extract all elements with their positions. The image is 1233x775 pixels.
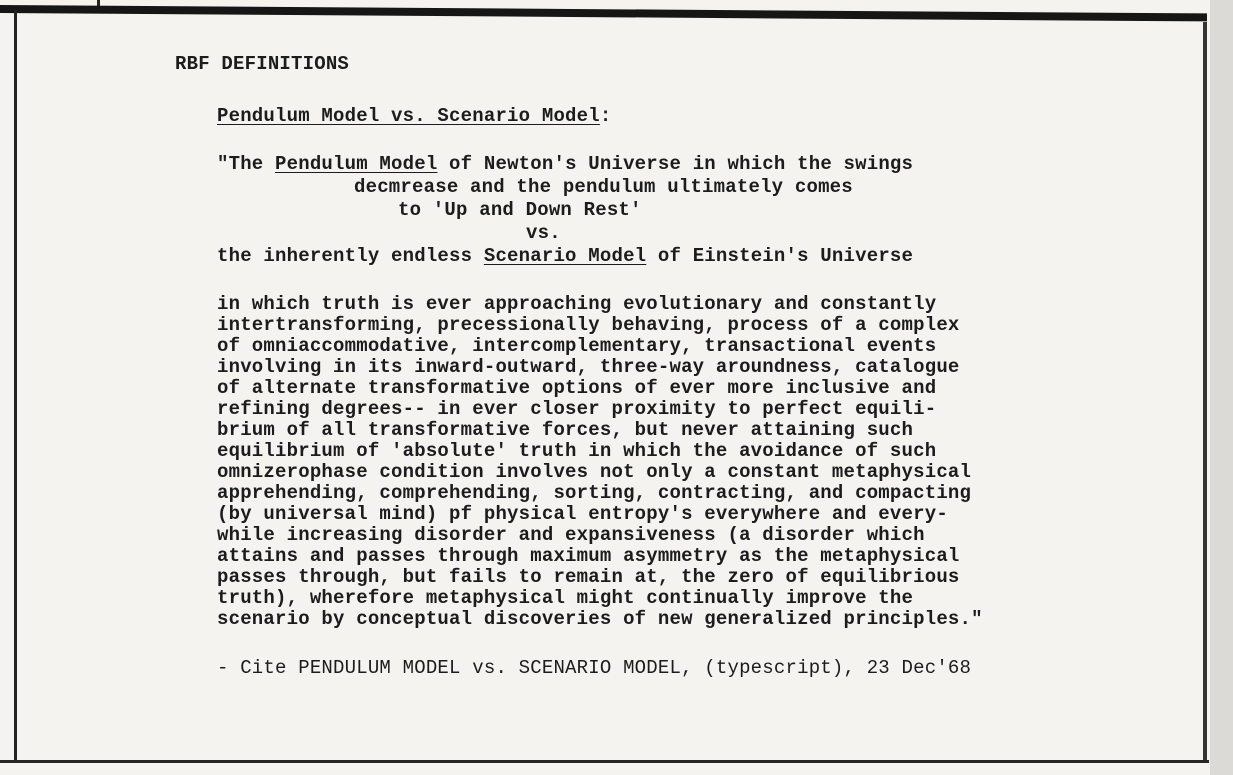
body-line: apprehending, comprehending, sorting, contracting, and compacting [217, 482, 972, 504]
quote-line-5 [217, 246, 913, 266]
body-line: omnizerophase condition involves not only a constant metaphysical [217, 461, 972, 483]
body-line: in which truth is ever approaching evolutionary and constantly [217, 293, 937, 315]
body-line: of alternate transformative options of ever more inclusive and [217, 377, 937, 399]
quote-line-1-post: of Newton's Universe in which the swings [437, 153, 914, 175]
card-border-top [0, 5, 1207, 21]
quote-versus: vs. [526, 222, 561, 244]
body-line: intertransforming, precessionally behaving, process of a complex [217, 314, 960, 336]
body-line: involving in its inward-outward, three-way aroundness, catalogue [217, 356, 960, 378]
quote-line-5-pre: the inherently endless [217, 245, 484, 267]
body-line: passes through, but fails to remain at, the zero of equilibrious [217, 566, 960, 588]
body-line: brium of all transformative forces, but never attaining such [217, 419, 914, 441]
subheading-text: Pendulum Model vs. Scenario Model [217, 105, 600, 127]
subheading-colon: : [599, 105, 612, 127]
quote-line-3: to 'Up and Down Rest' [398, 199, 642, 221]
card-border-left [14, 10, 17, 762]
body-line: (by universal mind) pf physical entropy's everywhere and every- [217, 503, 948, 525]
body-line: refining degrees-- in ever closer proximity to perfect equili- [217, 398, 937, 420]
pendulum-model-term: Pendulum Model [275, 153, 438, 175]
body-line: scenario by conceptual discoveries of new generalized principles." [217, 608, 983, 630]
quote-line-1 [217, 154, 913, 174]
body-line: equilibrium of 'absolute' truth in which the avoidance of such [217, 440, 937, 462]
body-line: truth), wherefore metaphysical might continually improve the [217, 587, 914, 609]
scenario-model-term: Scenario Model [483, 245, 647, 267]
body-line: of omniaccommodative, intercomplementary, transactional events [217, 335, 937, 357]
card-border-bottom [0, 760, 1209, 763]
subheading [217, 106, 611, 126]
quote-line-2: decmrease and the pendulum ultimately comes [354, 176, 853, 198]
citation: - Cite PENDULUM MODEL vs. SCENARIO MODEL, (typescript), 23 Dec'68 [217, 657, 972, 679]
quote-line-5-post: of Einstein's Universe [646, 245, 914, 267]
body-line: attains and passes through maximum asymmetry as the metaphysical [217, 545, 960, 567]
card-border-right [1203, 22, 1207, 762]
page-edge [1210, 0, 1233, 775]
quote-line-1-pre: "The [217, 153, 276, 175]
heading: RBF DEFINITIONS [175, 53, 350, 75]
body-line: while increasing disorder and expansiveness (a disorder which [217, 524, 925, 546]
